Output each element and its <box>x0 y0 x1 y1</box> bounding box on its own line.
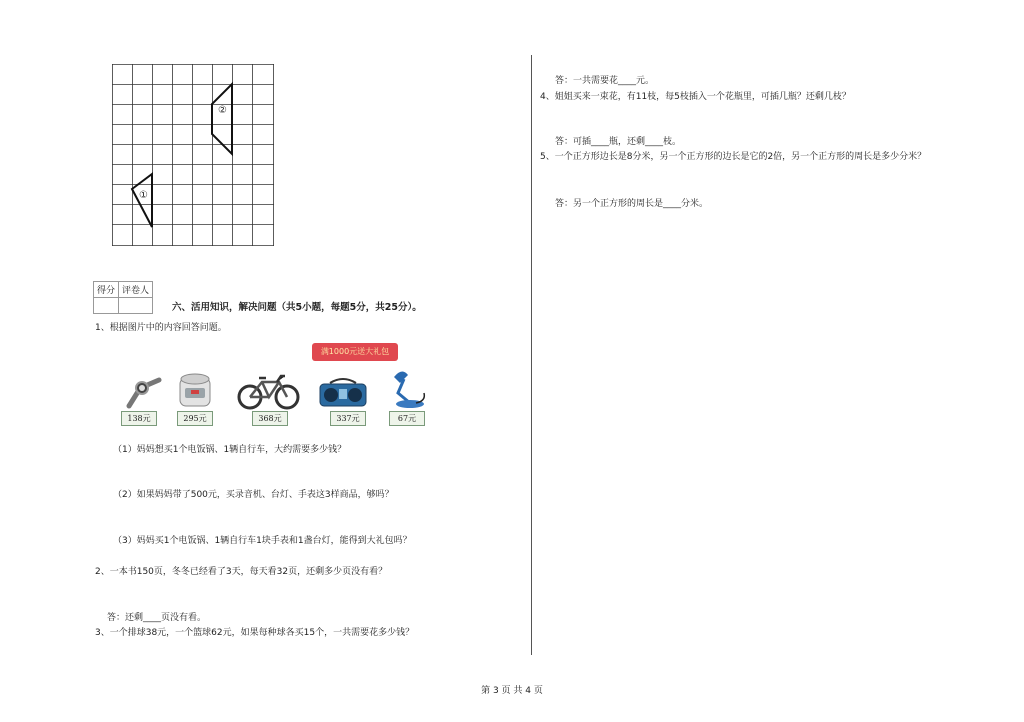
score-blank <box>94 298 119 314</box>
score-cell: 得分 <box>94 282 119 298</box>
gift-banner: 满1000元送大礼包 <box>312 343 398 361</box>
price-tag: 368元 <box>252 411 288 426</box>
price-tag: 138元 <box>121 411 157 426</box>
price-tag: 67元 <box>389 411 425 426</box>
question-4: 4、姐姐买来一束花，有11枝，每5枝插入一个花瓶里，可插几瓶？还剩几枝？ <box>540 92 851 102</box>
question-2: 2、一本书150页，冬冬已经看了3天，每天看32页，还剩多少页没有看？ <box>95 567 388 577</box>
question-1-2: （2）如果妈妈带了500元，买录音机、台灯、手表这3样商品，够吗？ <box>113 490 394 500</box>
score-table <box>93 281 153 314</box>
question-3: 3、一个排球38元，一个篮球62元，如果每种球各买15个，一共需要花多少钱？ <box>95 628 415 638</box>
price-tag: 337元 <box>330 411 366 426</box>
answer-2: 答：还剩____页没有看。 <box>107 613 207 623</box>
question-1: 1、根据图片中的内容回答问题。 <box>95 323 227 333</box>
watch-icon <box>123 374 163 410</box>
radio-icon <box>318 377 368 409</box>
price-tag: 295元 <box>177 411 213 426</box>
rice-cooker-icon <box>177 370 213 410</box>
answer-5: 答：另一个正方形的周长是____分米。 <box>555 199 709 209</box>
shape-2-label: ② <box>218 105 227 116</box>
column-divider <box>531 55 532 655</box>
shape-1-label: ① <box>139 190 148 201</box>
reviewer-blank <box>119 298 153 314</box>
answer-4: 答：可插____瓶，还剩____枝。 <box>555 137 682 147</box>
question-1-3: （3）妈妈买1个电饭锅、1辆自行车1块手表和1盏台灯，能得到大礼包吗？ <box>113 536 412 546</box>
bicycle-icon <box>237 372 301 410</box>
question-5: 5、一个正方形边长是8分米，另一个正方形的边长是它的2倍，另一个正方形的周长是多少分米？ <box>540 152 927 162</box>
desk-lamp-icon <box>388 367 428 409</box>
reviewer-cell: 评卷人 <box>119 282 153 298</box>
section-title: 六、活用知识，解决问题（共5小题，每题5分，共25分）。 <box>172 302 422 313</box>
answer-3: 答：一共需要花____元。 <box>555 76 655 86</box>
trapezoid-shape-2 <box>212 84 232 154</box>
page-number: 第 3 页 共 4 页 <box>481 686 543 696</box>
question-1-1: （1）妈妈想买1个电饭锅、1辆自行车，大约需要多少钱？ <box>113 445 347 455</box>
grid-figure <box>112 64 274 246</box>
